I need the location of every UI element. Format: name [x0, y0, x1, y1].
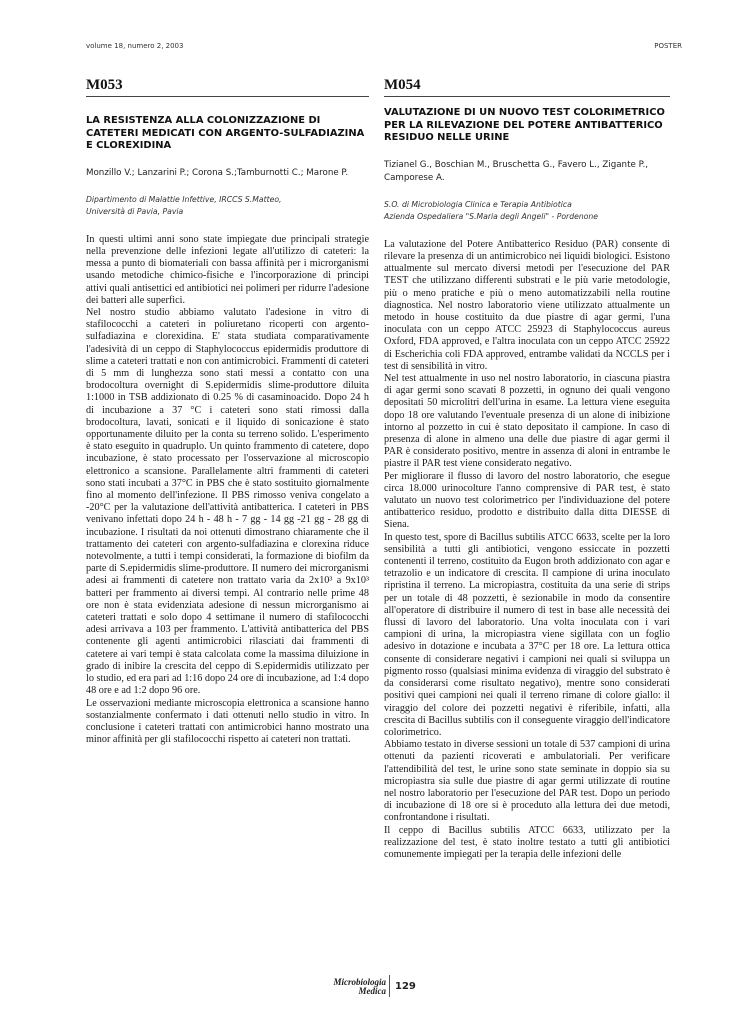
abstract-affiliation	[86, 194, 369, 218]
abstract-authors: Monzillo V.; Lanzarini P.; Corona S.;Tamburnotti C.; Marone P.	[86, 167, 349, 178]
body-paragraph: In questi ultimi anni sono state impiegate due principali strategie nella prevenzione delle infezioni legate all'utilizzo di cateteri: la messa a punto di biomateriali con bassa affinità per i microrganismi usando metodiche chimico-fisiche e l'incorporazione di principi attivi quali antisettici ed antibiotici nei polimeri per ridurre l'adesione dei batteri alle superfici.	[86, 233, 369, 306]
affiliation-line: S.O. di Microbiologia Clinica e Terapia Antibiotica	[384, 199, 572, 209]
body-paragraph: Nel nostro studio abbiamo valutato l'adesione in vitro di stafilococchi a cateteri in poliuretano ricoperti con argento-sulfadiazina e clorexidina. E' stata studiata comparativamente l'adesività di un ceppo di Staphylococcus epidermidis produttore di slime a cateteri trattati e non con antimicrobici. Frammenti di cateteri di 5 mm di lunghezza sono stati messi a contatto con una brodocoltura overnight di S.epidermidis slime-produttore diluita 1:1000 in TSB addizionato di 0.25 % di casaminoacido. Dopo 24 h di incubazione a 37 °C i cateteri sono stati rimossi dalla brodocoltura, lavati, sonicati e il liquido di sonicazione è stato opportunamente diluito per la conta su terreno solido. L'esperimento è stato eseguito in quadruplo. Un quinto frammento di catetere, dopo incubazione, è stato processato per l'osservazione al microscopio elettronico a scansione. Parallelamente altri frammenti di cateteri sono stati incubati a 37°C in PBS che è stato sostituito giornalmente fino al momento dell'infezione. Il PBS rimosso veniva congelato a -20°C per la valutazione dell'attività antibatterica. I cateteri in PBS venivano infettati dopo 24 h - 48 h - 7 gg - 14 gg -21 gg - 28 gg di incubazione. I risultati da noi ottenuti dimostrano chiaramente che il trattamento dei cateteri con argento-sulfadiazina e clorexina riduce notevolmente, a tutti i tempi considerati, la formazione di biofilm da parte di S.epidermidis slime-produttore. Il numero dei microrganismi adesi ai frammenti di catetere non trattato varia da 2x10³ a 9x10³ batteri per frammento ai diversi tempi. Al contrario nelle prime 48 ore non è stata evidenziata adesione di nessun microrganismo ai cateteri trattati e solo dopo 4 settimane il numero di stafilococchi adesi arrivava a 103 per frammento. L'attività antibatterica del PBS contenente gli agenti antimicrobici rilasciati dai frammenti di catetere ai vari tempi è stata calcolata come la massima diluizione in grado di inibire la crescita del ceppo di S.epidermidis utilizzato per lo studio, ed era pari ad 1:16 dopo 24 ore di incubazione, ad 1:4 dopo 48 ore e ad 1:2 dopo 96 ore.	[86, 307, 369, 697]
body-paragraph: Per migliorare il flusso di lavoro del nostro laboratorio, che esegue circa 18.000 urinocolture l'anno comprensive di PAR test, è stato valutato un nuovo test colorimetrico per l'individuazione del potere antibatterico residuo, prodotto e distribuito dalla ditta DIESSE di Siena.	[384, 470, 670, 531]
body-paragraph: Abbiamo testato in diverse sessioni un totale di 537 campioni di urina ottenuti da pazienti ricoverati e ambulatoriali. Per verificare l'attendibilità del test, le urine sono state seminate in doppio sia su micropiastra sia sulle due piastre di agar germi utilizzate di routine nel nostro laboratorio per l'esecuzione del PAR test. Dopo un periodo di incubazione di 18 ore si è proceduto alla lettura dei due metodi, confrontandone i risultati.	[384, 739, 670, 824]
body-paragraph: Nel test attualmente in uso nel nostro laboratorio, in ciascuna piastra di agar germi sono scavati 8 pozzetti, in ognuno dei quali vengono depositati 50 microlitri dell'urina in esame. La lettura viene eseguita dopo 18 ore valutando l'eventuale presenza di un alone di inibizione intorno al pozzetto in cui è stato depositato il campione. In caso di presenza di alone in almeno una delle due piastre di agar germi il PAR è considerato positivo, mentre in assenza di aloni in entrambe le piastre il PAR test viene considerato negativo.	[384, 373, 670, 470]
abstract-title: VALUTAZIONE DI UN NUOVO TEST COLORIMETRICO PER LA RILEVAZIONE DEL POTERE ANTIBATTERICO RESIDUO NELLE URINE	[384, 107, 665, 144]
section-header: POSTER	[654, 42, 682, 50]
body-paragraph: Il ceppo di Bacillus subtilis ATCC 6633, utilizzato per la realizzazione del test, è stato inoltre testato a tutti gli antibiotici comunemente impiegati per la terapia delle infezioni delle	[384, 824, 670, 860]
journal-logo	[316, 978, 386, 996]
abstract-title: LA RESISTENZA ALLA COLONIZZAZIONE DI CATETERI MEDICATI CON ARGENTO-SULFADIAZINA E CLOREXIDINA	[86, 115, 365, 152]
logo-line: Microbiologia	[333, 977, 386, 987]
page-number: 129	[395, 981, 416, 992]
abstract-id: M053	[86, 76, 369, 97]
abstract-id: M054	[384, 76, 670, 97]
affiliation-line: Università di Pavia, Pavia	[86, 206, 184, 216]
affiliation-line: Azienda Ospedaliera "S.Maria degli Angeli" - Pordenone	[384, 211, 598, 221]
body-paragraph: La valutazione del Potere Antibatterico Residuo (PAR) consente di rilevare la presenza di un antimicrobico nei liquidi biologici. Esistono attualmente sul mercato diversi metodi per l'esecuzione del PAR TEST che utilizzano differenti substrati e le più varie metodologie, più o meno pratiche e più o meno automatizzabili nella routine diagnostica. Nel nostro laboratorio viene utilizzato attualmente un metodo in house costituito da due piastre di agar germi, l'una inoculata con un ceppo ATCC 25923 di Staphylococcus aureus Oxford, FDA approved, e l'altra inoculata con un ceppo ATCC 25922 di Escherichia coli FDA approved, entrambe validati da NCCLS per i test di sensibilità in vitro.	[384, 238, 670, 372]
abstract-body	[384, 239, 670, 861]
body-paragraph: Le osservazioni mediante microscopia elettronica a scansione hanno sostanzialmente confermato i dati ottenuti nello studio in vitro. In conclusione i cateteri trattati con antimicrobici hanno mostrato una minor affinità per gli stafilococchi rispetto ai cateteri non trattati.	[86, 697, 369, 746]
footer-divider	[389, 975, 390, 997]
abstract-affiliation	[384, 199, 670, 223]
abstract-m054	[384, 76, 670, 861]
abstract-m053	[86, 76, 369, 746]
logo-line: Medica	[358, 986, 386, 996]
journal-volume-header: volume 18, numero 2, 2003	[86, 42, 184, 50]
affiliation-line: Dipartimento di Malattie Infettive, IRCCS S.Matteo,	[86, 194, 282, 204]
body-paragraph: In questo test, spore di Bacillus subtilis ATCC 6633, scelte per la loro sensibilità a tutti gli antibiotici, vengono essiccate in pozzetti contenenti il terreno, costituito da Eugon broth addizionato con agar e tetrazolio e un indicatore di crescita. Il campione di urina inoculato ripristina il terreno. La micropiastra, costituita da una serie di strips per un totale di 48 pozzetti, è sezionabile in modo da consentire all'operatore di distribuire il numero di test in base alle necessità dei flussi di lavoro del laboratorio. Una volta inoculata con i vari campioni di urina, la micropiastra viene sigillata con un foglio adesivo in dotazione e incubata a 37°C per 18 ore. La lettura ottica consente di considerare negativi i campioni nei quali si sviluppa un pigmento rosso (qualsiasi minima evidenza di viraggio del substrato è da considerarsi come risultato negativo), mentre sono considerati positivi quei campioni nei quali il terreno rimane di colore giallo: il viraggio del colore dei pozzetti negativi è riferibile, infatti, alla crescita di Bacillus subtilis con il conseguente viraggio dell'indicatore colorimetrico.	[384, 531, 670, 738]
abstract-authors: Tizianel G., Boschian M., Bruschetta G., Favero L., Zigante P., Camporese A.	[384, 159, 648, 183]
abstract-body	[86, 234, 369, 747]
